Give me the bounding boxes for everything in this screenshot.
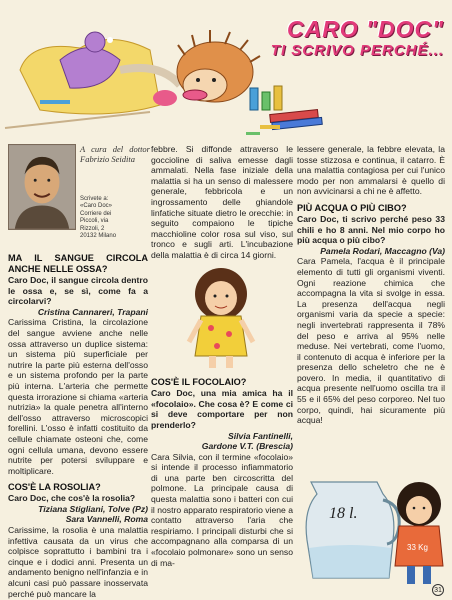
question-acqua: Caro Doc, ti scrivo perché peso 33 chili e ho 8 anni. Nel mio corpo ho più acqua o più cibo? xyxy=(297,213,445,246)
section-title-acqua: PIÙ ACQUA O PIÙ CIBO? xyxy=(297,202,407,213)
answer-acqua: Cara Pamela, l'acqua è il principale elemento di tutti gli organismi viventi. Ogni reazione chimica che accompagna la vita si svolge in essa. La presenza dell'acqua negli organismi varia da specie a specie: negli invertebrati rappresenta il 78% del peso e arriva al 95% nelle meduse. Nei vertebrati, come l'uomo, il contenuto di acqua è inferiore per la presenza dello scheletro che ne è povero. In media, il quantitativo di acqua presente nell'uomo oscilla tra il 55 e il 65% del peso corporeo. Nel tuo corpo, quindi, hai sicuramente più acqua! xyxy=(297,256,445,426)
jug-label: 18 l. xyxy=(329,505,358,522)
answer-sangue: Carissima Cristina, la circolazione del sangue avviene anche nelle ossa attraverso un duplice sistema: un sistema più superficiale per nutrire la parte più esterna dell'osso e un sistema profondo per la parte più interna. L'arteria che permette questa irrorazione si chiama «arteria nutrizia» la quale penetra all'interno dell'osso attraverso microscopici forellini. L'osso è infatti costituito da cellule chiamate osteoni che, come ogni cellula umana, devono essere nutrite per potersi sviluppare e moltiplicare. xyxy=(8,317,148,476)
answer-rosolia: Carissime, la rosolia è una malattia infettiva causata da un virus che colpisce soprattutto i bambini tra i cinque e i dodici anni. Presenta un andamento benigno nell'infanzia e in alcuni casi può passare inosservata perché può mancare la xyxy=(8,525,148,599)
signature-rosolia-1: Tiziana Stigliani, Tolve (Pz) xyxy=(38,503,148,514)
author-address: Scrivete a: «Caro Doc» Corriere dei Piccoli, via Rizzoli, 2 20132 Milano xyxy=(80,196,117,240)
question-focolaio: Caro Doc, una mia amica ha il «focolaio». Che cosa è? E come ci si deve comportare per non prenderlo? xyxy=(151,388,293,430)
title-caro-doc: CARO "DOC" xyxy=(286,16,444,42)
girl-illustration xyxy=(151,264,293,372)
page-number: 31 xyxy=(432,584,444,596)
title-block xyxy=(254,16,444,60)
author-label: A cura del dottor Fabrizio Seidita xyxy=(80,144,150,164)
answer-focolaio: Cara Silvia, con il termine «focolaio» si intende il processo infiammatorio di una parte ben circoscritta del polmone. La principale causa di questa malattia sono i batteri con cui il nostro apparato respiratorio viene a contatto attraverso l'aria che respiriamo. I principali disturbi che si accompagnano alla comparsa di un «focolaio polmonare» sono un senso di ma- xyxy=(151,451,293,568)
scale-label: 33 Kg xyxy=(407,543,428,552)
column-1 xyxy=(8,144,148,599)
signature-focolaio-1: Silvia Fantinelli, xyxy=(228,430,293,441)
author-photo xyxy=(8,144,76,230)
signature-rosolia-2: Sara Vannelli, Roma xyxy=(65,514,148,525)
section-title-focolaio: COS'È IL FOCOLAIO? xyxy=(151,377,247,388)
answer-focolaio-continued: lessere generale, la febbre elevata, la tosse stizzosa e continua, il catarro. È una malattia contagiosa per cui l'unico modo per non ammalarsi è quello di non avvicinarsi a chi ne è affetto. xyxy=(297,144,445,197)
column-3 xyxy=(297,144,445,426)
section-title-sangue: MA IL SANGUE CIRCOLA ANCHE NELLE OSSA? xyxy=(8,253,148,274)
section-title-rosolia: COS'È LA ROSOLIA? xyxy=(8,482,101,493)
signature-acqua: Pamela Rodari, Maccagno (Va) xyxy=(320,245,445,256)
signature-focolaio-2: Gardone V.T. (Brescia) xyxy=(201,441,293,452)
question-sangue: Caro Doc, il sangue circola dentro le ossa e, se sì, come fa a circolarvi? xyxy=(8,275,148,307)
title-ti-scrivo: TI SCRIVO PERCHÉ... xyxy=(270,42,444,59)
answer-rosolia-continued: febbre. Si diffonde attraverso le goccioline di saliva emesse dagli ammalati. Nella fase iniziale della malattia si ha un senso di malessere generale, febbricola e un ingrossamento delle ghiandole linfatiche situate dietro le orecchie: in seguito compaiono le tipiche macchioline color rosa sul viso, sul tronco e sugli arti. L'incubazione della malattia è di circa 14 giorni. xyxy=(151,144,293,260)
water-jug-illustration xyxy=(297,470,447,588)
column-2 xyxy=(151,144,293,568)
author-box xyxy=(8,144,148,250)
signature-sangue: Cristina Cannareri, Trapani xyxy=(37,306,148,317)
question-rosolia: Caro Doc, che cos'è la rosolia? xyxy=(8,493,136,504)
